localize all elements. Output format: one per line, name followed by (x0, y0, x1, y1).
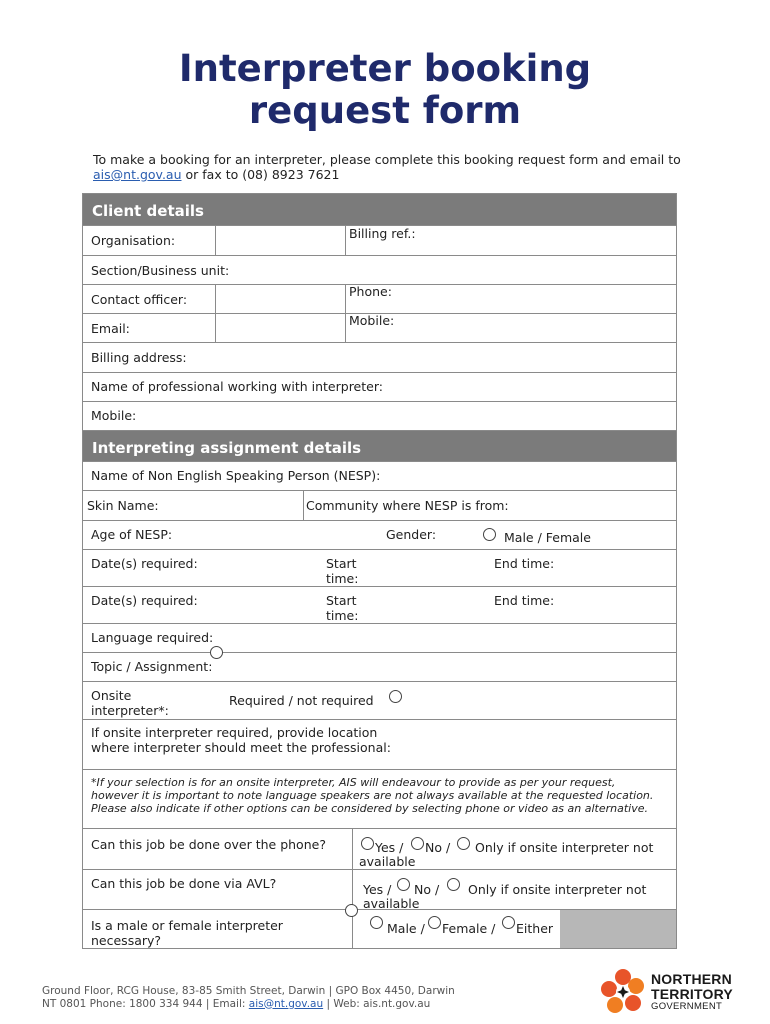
dates-label-2: Date(s) required: (91, 593, 198, 608)
avl-no-label: No / (414, 882, 440, 897)
client-details-title: Client details (92, 202, 204, 220)
onsite-radio[interactable] (389, 690, 402, 703)
age-label: Age of NESP: (91, 527, 173, 542)
contact-officer-label: Contact officer: (91, 292, 188, 307)
phone-no-radio[interactable] (411, 837, 424, 850)
title-line-2: request form (248, 89, 522, 132)
professional-label: Name of professional working with interpreter: (91, 379, 383, 394)
gender-label: Gender: (386, 527, 437, 542)
intro-text-2: or fax to (08) 8923 7621 (185, 167, 340, 182)
footer-line-2-b: | Web: ais.nt.gov.au (326, 997, 431, 1010)
footer-email-link[interactable]: ais@nt.gov.au (248, 997, 324, 1010)
end-time-label-1: End time: (494, 556, 555, 571)
gender-options-label: Male / Female (504, 530, 591, 545)
topic-label: Topic / Assignment: (91, 659, 213, 674)
shaded-cell (560, 910, 676, 948)
interpreter-gender-radio-extra[interactable] (345, 904, 358, 917)
phone-only-label: Only if onsite interpreter not (475, 840, 654, 855)
assignment-header (83, 431, 676, 462)
email-field[interactable] (215, 314, 346, 342)
phone-question-row (83, 829, 676, 870)
interpreter-gender-label: Is a male or female interpreter necessary? (91, 918, 283, 948)
nt-flower-icon (597, 967, 649, 1015)
end-time-label-2: End time: (494, 593, 555, 608)
start-time-label-2: Start time: (326, 593, 359, 623)
footer (42, 985, 562, 1010)
onsite-location-label: If onsite interpreter required, provide location where interpreter should meet the professional: (91, 725, 391, 755)
professional-row[interactable] (83, 373, 676, 402)
male-radio[interactable] (370, 916, 383, 929)
booking-form (82, 193, 677, 949)
nesp-name-row[interactable] (83, 462, 676, 491)
onsite-note: *If your selection is for an onsite interpreter, AIS will endeavour to provide as per your request, however it is important to note language speakers are not always available at the requested location. Please also indicate if other options can be considered by selecting phone or video as an alternative. (91, 776, 654, 815)
intro-text (93, 152, 693, 182)
female-label: Female / (442, 921, 496, 936)
phone-no-label: No / (425, 840, 451, 855)
assignment-title: Interpreting assignment details (92, 439, 362, 457)
phone-label: Phone: (349, 284, 392, 299)
either-label: Either (516, 921, 554, 936)
avl-only-label: Only if onsite interpreter not (468, 882, 647, 897)
title-line-1: Interpreter booking (178, 47, 592, 90)
male-label: Male / (387, 921, 425, 936)
language-label: Language required: (91, 630, 214, 645)
email-row (83, 314, 676, 343)
avl-available-label: available (363, 896, 420, 911)
intro-email-link[interactable]: ais@nt.gov.au (93, 167, 182, 182)
client-details-header (83, 194, 676, 226)
footer-line-1: Ground Floor, RCG House, 83-85 Smith Street, Darwin | GPO Box 4450, Darwin (42, 985, 455, 997)
community-label: Community where NESP is from: (306, 498, 509, 513)
organisation-field[interactable] (215, 226, 346, 255)
email-label: Email: (91, 321, 130, 336)
organisation-row (83, 226, 676, 256)
onsite-note-row (83, 770, 676, 829)
logo-line-1: NORTHERN (651, 971, 732, 987)
interpreter-gender-row (83, 910, 676, 948)
dates-label-1: Date(s) required: (91, 556, 198, 571)
onsite-location-row[interactable] (83, 720, 676, 770)
start-time-label-1: Start time: (326, 556, 359, 586)
female-radio[interactable] (428, 916, 441, 929)
professional-mobile-label: Mobile: (91, 408, 137, 423)
skin-name-label: Skin Name: (87, 498, 159, 513)
billing-ref-label: Billing ref.: (349, 226, 416, 241)
billing-address-label: Billing address: (91, 350, 187, 365)
phone-question-label: Can this job be done over the phone? (91, 837, 326, 852)
page-title (0, 48, 770, 132)
avl-question-label: Can this job be done via AVL? (91, 876, 277, 891)
phone-available-label: available (359, 854, 416, 869)
contact-officer-field[interactable] (215, 285, 346, 313)
dates-row-2 (83, 587, 676, 624)
section-label: Section/Business unit: (91, 263, 230, 278)
intro-text-1: To make a booking for an interpreter, please complete this booking request form and email to (93, 152, 681, 167)
avl-question-row (83, 870, 676, 910)
language-row[interactable] (83, 624, 676, 653)
topic-row[interactable] (83, 653, 676, 682)
avl-yes-radio[interactable] (397, 878, 410, 891)
footer-line-2-a: NT 0801 Phone: 1800 334 944 | Email: (42, 997, 246, 1010)
skin-community-divider (303, 491, 304, 520)
billing-address-row[interactable] (83, 343, 676, 373)
mobile-label: Mobile: (349, 313, 395, 328)
age-gender-row (83, 521, 676, 550)
onsite-label: Onsite interpreter*: (91, 688, 169, 718)
avl-no-radio[interactable] (447, 878, 460, 891)
nesp-name-label: Name of Non English Speaking Person (NESP): (91, 468, 381, 483)
phone-yes-radio[interactable] (361, 837, 374, 850)
phone-yes-label: Yes / (375, 840, 404, 855)
skin-name-row (83, 491, 676, 521)
section-row[interactable] (83, 256, 676, 285)
organisation-label: Organisation: (91, 233, 176, 248)
logo-line-2: TERRITORY (651, 986, 733, 1002)
onsite-options-label: Required / not required (229, 693, 374, 708)
contact-officer-row (83, 285, 676, 314)
nt-government-logo (597, 967, 742, 1015)
footer-line-2 (42, 998, 562, 1011)
phone-only-radio[interactable] (457, 837, 470, 850)
avl-yes-label: Yes / (363, 882, 392, 897)
logo-line-3: GOVERNMENT (651, 1001, 723, 1012)
onsite-row (83, 682, 676, 720)
phone-question-divider (352, 829, 353, 869)
dates-row-1 (83, 550, 676, 587)
professional-mobile-row[interactable] (83, 402, 676, 431)
gender-radio[interactable] (483, 528, 496, 541)
either-radio[interactable] (502, 916, 515, 929)
